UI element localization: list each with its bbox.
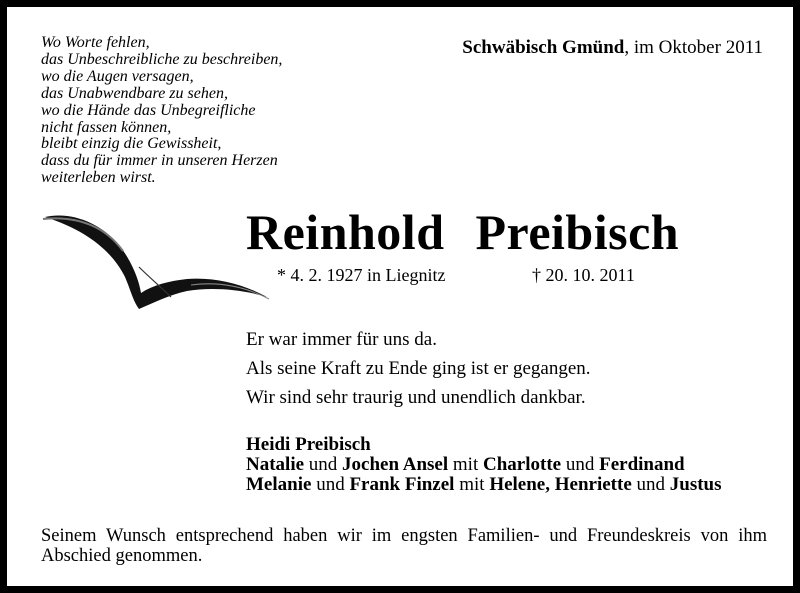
- poem-line: dass du für immer in unseren Herzen: [41, 152, 278, 170]
- mourner-row: [246, 455, 722, 475]
- poem-line: weiterleben wirst.: [41, 169, 156, 187]
- obituary-notice: [4, 4, 796, 589]
- message-line: Er war immer für uns da.: [246, 329, 437, 350]
- mourner-name: Helene, Henriette: [489, 474, 632, 495]
- poem-line: das Unbeschreibliche zu beschreiben,: [41, 50, 283, 68]
- mourner-name: Jochen Ansel: [342, 454, 449, 475]
- flying-bird-icon: [41, 207, 271, 317]
- last-name: Preibisch: [475, 204, 680, 260]
- poem: [41, 35, 282, 187]
- first-name: Reinhold: [246, 204, 445, 260]
- place: Schwäbisch Gmünd: [462, 37, 625, 58]
- connector-text: und: [311, 474, 350, 495]
- poem-line: wo die Augen versagen,: [41, 67, 194, 85]
- message-line: Als seine Kraft zu Ende ging ist er gegangen.: [246, 358, 591, 379]
- poem-line: nicht fassen können,: [41, 118, 172, 136]
- poem-line: bleibt einzig die Gewissheit,: [41, 135, 222, 153]
- mourner-name: Ferdinand: [599, 454, 685, 475]
- poem-line: Wo Worte fehlen,: [41, 34, 150, 51]
- connector-text: und: [631, 474, 670, 495]
- poem-line: wo die Hände das Unbegreifliche: [41, 101, 256, 119]
- connector-text: mit: [448, 454, 483, 475]
- footer-note: Seinem Wunsch entsprechend haben wir im engsten Familien- und Freundeskreis von ihm Abschied genommen.: [41, 526, 767, 566]
- connector-text: und: [561, 454, 600, 475]
- connector-text: mit: [454, 474, 490, 495]
- birth-date: * 4. 2. 1927 in Liegnitz: [277, 265, 446, 285]
- mourner-row: [246, 475, 722, 495]
- mourner-name: Melanie: [246, 474, 312, 495]
- place-date: [462, 37, 763, 59]
- message-line: Wir sind sehr traurig und unendlich dankbar.: [246, 387, 586, 408]
- connector-text: und: [304, 454, 343, 475]
- mourner-name: Justus: [669, 474, 722, 495]
- mourner-name: Heidi Preibisch: [246, 434, 371, 455]
- mourner-name: Frank Finzel: [349, 474, 455, 495]
- mourner-row: [246, 435, 722, 455]
- deceased-name: [246, 203, 679, 261]
- poem-line: das Unabwendbare zu sehen,: [41, 84, 228, 102]
- mourners: [246, 435, 722, 495]
- mourner-name: Natalie: [246, 454, 305, 475]
- death-date: † 20. 10. 2011: [532, 265, 635, 285]
- message: [246, 325, 591, 412]
- mourner-name: Charlotte: [483, 454, 562, 475]
- date-text: , im Oktober 2011: [624, 37, 763, 58]
